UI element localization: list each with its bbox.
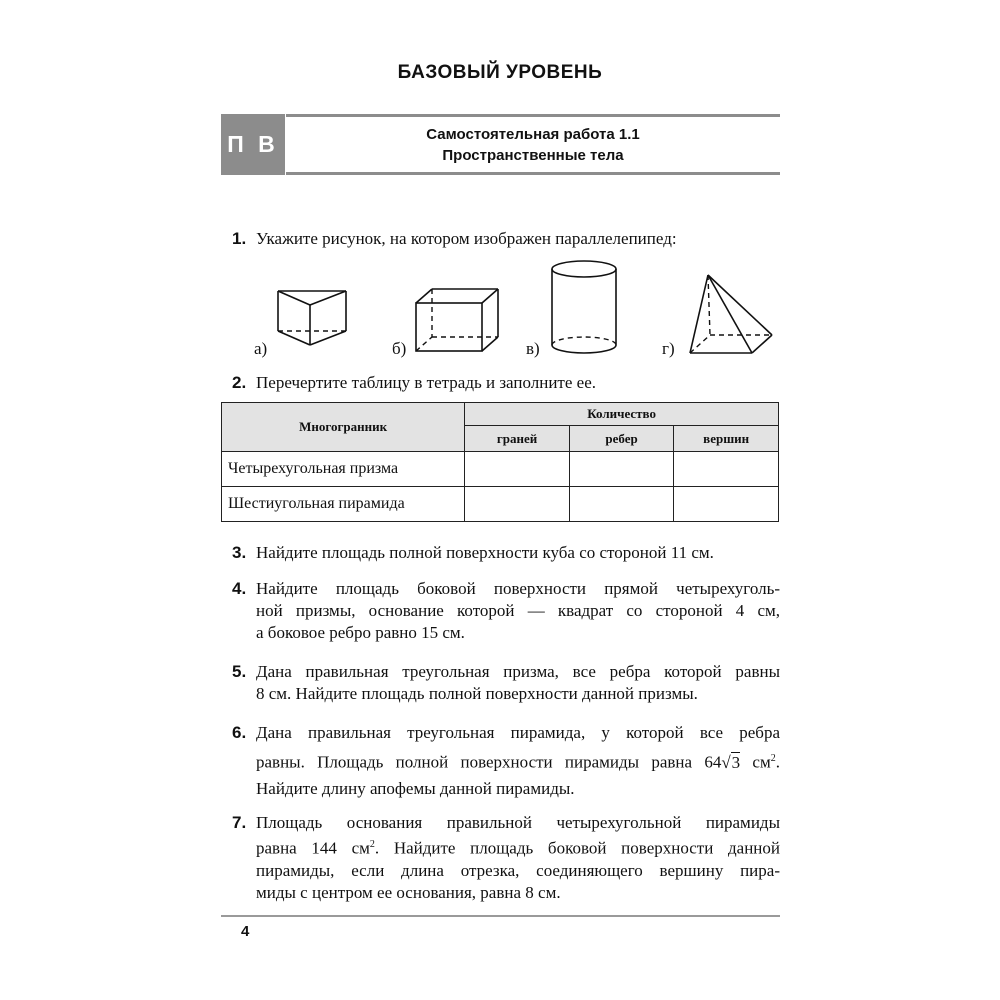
- task-1: [232, 228, 780, 250]
- page-number: 4: [241, 923, 250, 940]
- task-text: Перечертите таблицу в тетрадь и заполните ее.: [256, 373, 596, 392]
- task-text: Укажите рисунок, на котором изображен параллелепипед:: [256, 229, 677, 248]
- task-text: Найдите площадь боковой поверхности прямой четырехуголь- ной призмы, основание которой — квадрат со стороной 4 см, а боковое ребро равно 15 см.: [256, 579, 780, 642]
- footer-rule: [221, 915, 780, 917]
- table-row: [222, 487, 779, 522]
- figure-label-g: г): [662, 339, 675, 358]
- task-text: Дана правильная треугольная призма, все ребра которой равны 8 см. Найдите площадь полной поверхности данной призмы.: [256, 662, 780, 703]
- work-title-block: [286, 124, 780, 166]
- polyhedron-table: [221, 402, 779, 522]
- figures-row: [240, 255, 780, 365]
- row-name: Шестиугольная пирамида: [222, 487, 465, 522]
- figure-label-v: в): [526, 339, 540, 358]
- table-cell: [569, 452, 674, 487]
- header-vertices: вершин: [674, 426, 779, 452]
- task-text: Дана правильная треугольная пирамида, у которой все ребра равны. Площадь полной поверхности пирамиды равна 64√3 $см^2$. Найдите длину апофемы данной пирамиды.: [256, 723, 780, 798]
- table-cell: [465, 452, 570, 487]
- task-number: 5.: [232, 662, 247, 681]
- work-subtitle: Пространственные тела: [442, 147, 624, 164]
- task-number: 7.: [232, 813, 247, 832]
- task-number: 2.: [232, 373, 247, 392]
- task-3: [232, 542, 780, 564]
- section-badge: П В: [221, 114, 285, 175]
- figure-label-a: а): [254, 339, 268, 358]
- task-2: [232, 372, 780, 394]
- level-heading: БАЗОВЫЙ УРОВЕНЬ: [397, 62, 603, 83]
- work-title: Самостоятельная работа 1.1: [426, 126, 640, 143]
- task-5: [232, 661, 780, 705]
- figure-label-b: б): [392, 339, 407, 358]
- header-quantity: Количество: [465, 403, 779, 426]
- triangular-prism-drawing: [274, 287, 354, 349]
- table-cell: [465, 487, 570, 522]
- task-number: 4.: [232, 579, 247, 598]
- cylinder-figure: [548, 257, 620, 361]
- task-4: [232, 578, 780, 644]
- task-6: [232, 720, 780, 802]
- task-text: Найдите площадь полной поверхности куба со стороной 11 см.: [256, 543, 714, 562]
- table-row: [222, 452, 779, 487]
- table-cell: [674, 452, 779, 487]
- table-cell: [569, 487, 674, 522]
- row-name: Четырехугольная призма: [222, 452, 465, 487]
- parallelepiped-figure: [412, 285, 504, 357]
- task-number: 1.: [232, 229, 247, 248]
- header-edges: ребер: [569, 426, 674, 452]
- square-root: √3: [721, 752, 741, 772]
- task-text: Площадь основания правильной четырехугольной пирамиды равна 144 $см^2$. Найдите площадь боковой поверхности данной пирамиды, если длина отрезка, соединяющего вершину пира- миды с центром ее основания, равна 8 см.: [256, 813, 780, 902]
- pyramid-figure: [686, 271, 776, 359]
- header-polyhedron: Многогранник: [222, 403, 465, 452]
- header-faces: граней: [465, 426, 570, 452]
- table-cell: [674, 487, 779, 522]
- task-number: 6.: [232, 723, 247, 742]
- task-7: [232, 812, 780, 904]
- task-number: 3.: [232, 543, 247, 562]
